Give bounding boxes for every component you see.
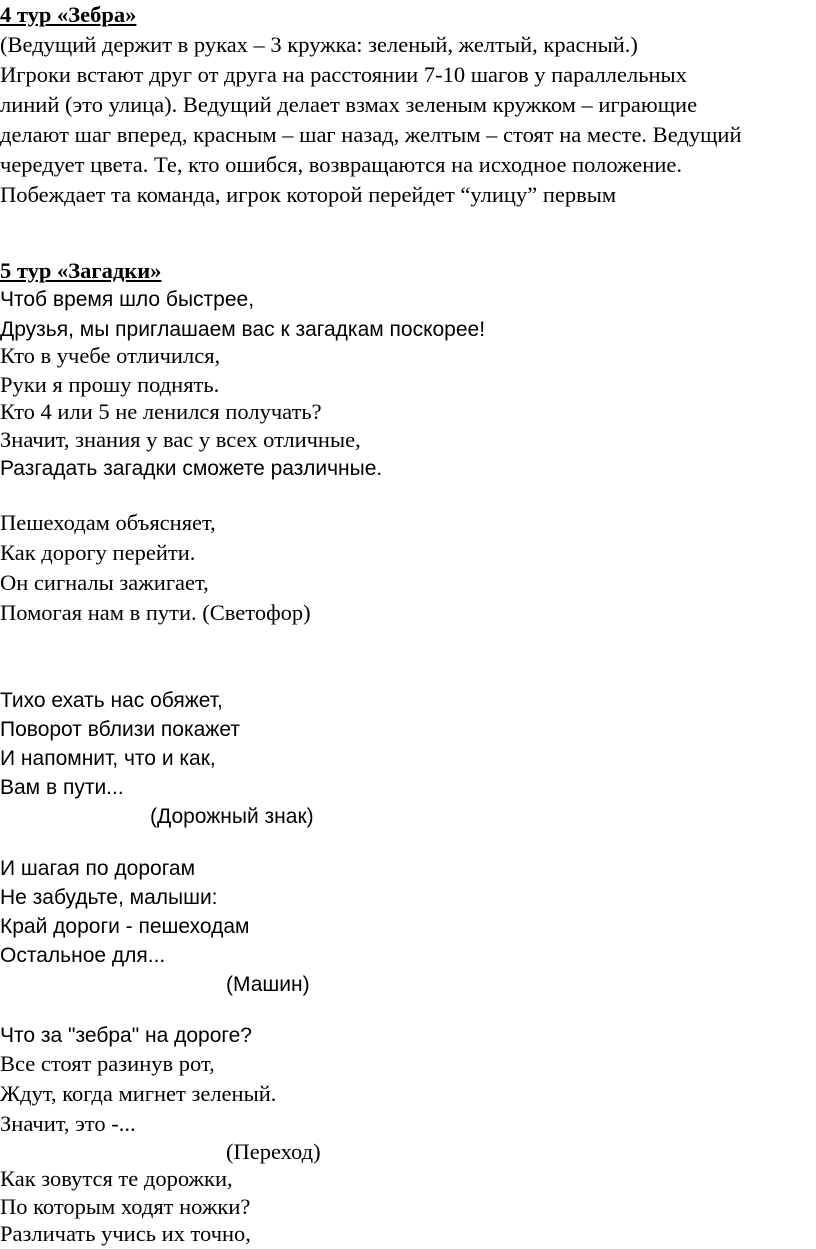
tour5-intro-line: Друзья, мы приглашаем вас к загадкам поскорее! bbox=[0, 318, 486, 341]
riddle-line: Все стоят разинув рот, bbox=[0, 1051, 215, 1076]
tour4-line: чередует цвета. Те, кто ошибся, возвращаются на исходное положение. bbox=[0, 152, 682, 177]
riddle-line: Он сигналы зажигает, bbox=[0, 570, 209, 595]
riddle-line: Пешеходам объясняет, bbox=[0, 510, 216, 535]
riddle-line: И напомнит, что и как, bbox=[0, 747, 216, 770]
tour4-line: линий (это улица). Ведущий делает взмах зеленым кружком – играющие bbox=[0, 92, 698, 117]
riddle-line: Не забудьте, малыши: bbox=[0, 886, 218, 909]
riddle-line: Поворот вблизи покажет bbox=[0, 718, 240, 741]
riddle-line: Как зовутся те дорожки, bbox=[0, 1166, 233, 1191]
riddle-line: И шагая по дорогам bbox=[0, 857, 196, 880]
tour4-line: (Ведущий держит в руках – 3 кружка: зеленый, желтый, красный.) bbox=[0, 32, 638, 57]
tour4-line: делают шаг вперед, красным – шаг назад, желтым – стоят на месте. Ведущий bbox=[0, 122, 742, 147]
tour4-heading: 4 тур «Зебра» bbox=[0, 2, 137, 27]
riddle-line: Различать учись их точно, bbox=[0, 1221, 251, 1246]
riddle-line: Ждут, когда мигнет зеленый. bbox=[0, 1081, 277, 1106]
riddle-line: Тихо ехать нас обяжет, bbox=[0, 689, 223, 712]
riddle-line: Значит, это -... bbox=[0, 1111, 136, 1136]
riddle-answer: (Дорожный знак) bbox=[150, 805, 314, 828]
riddle-line: Остальное для... bbox=[0, 944, 166, 967]
riddle-answer: (Переход) bbox=[226, 1139, 321, 1164]
riddle-line: Вам в пути... bbox=[0, 776, 124, 799]
tour5-intro-line: Кто 4 или 5 не ленился получать? bbox=[0, 399, 322, 424]
tour5-intro-line: Кто в учебе отличился, bbox=[0, 343, 221, 368]
tour4-line: Побеждает та команда, игрок которой перейдет “улицу” первым bbox=[0, 182, 617, 207]
tour5-intro-line: Значит, знания у вас у всех отличные, bbox=[0, 427, 361, 452]
tour5-intro-line: Разгадать загадки сможете различные. bbox=[0, 457, 383, 480]
riddle-line: Как дорогу перейти. bbox=[0, 540, 196, 565]
tour5-heading: 5 тур «Загадки» bbox=[0, 258, 162, 283]
tour5-intro-line: Руки я прошу поднять. bbox=[0, 372, 220, 397]
riddle-answer: (Машин) bbox=[226, 973, 310, 996]
riddle-line: Что за "зебра" на дороге? bbox=[0, 1024, 252, 1047]
riddle-line: Помогая нам в пути. (Светофор) bbox=[0, 600, 311, 625]
riddle-line: Край дороги - пешеходам bbox=[0, 915, 250, 938]
tour5-intro-line: Чтоб время шло быстрее, bbox=[0, 288, 255, 311]
riddle-line: По которым ходят ножки? bbox=[0, 1194, 251, 1219]
tour4-line: Игроки встают друг от друга на расстоянии 7-10 шагов у параллельных bbox=[0, 62, 687, 87]
